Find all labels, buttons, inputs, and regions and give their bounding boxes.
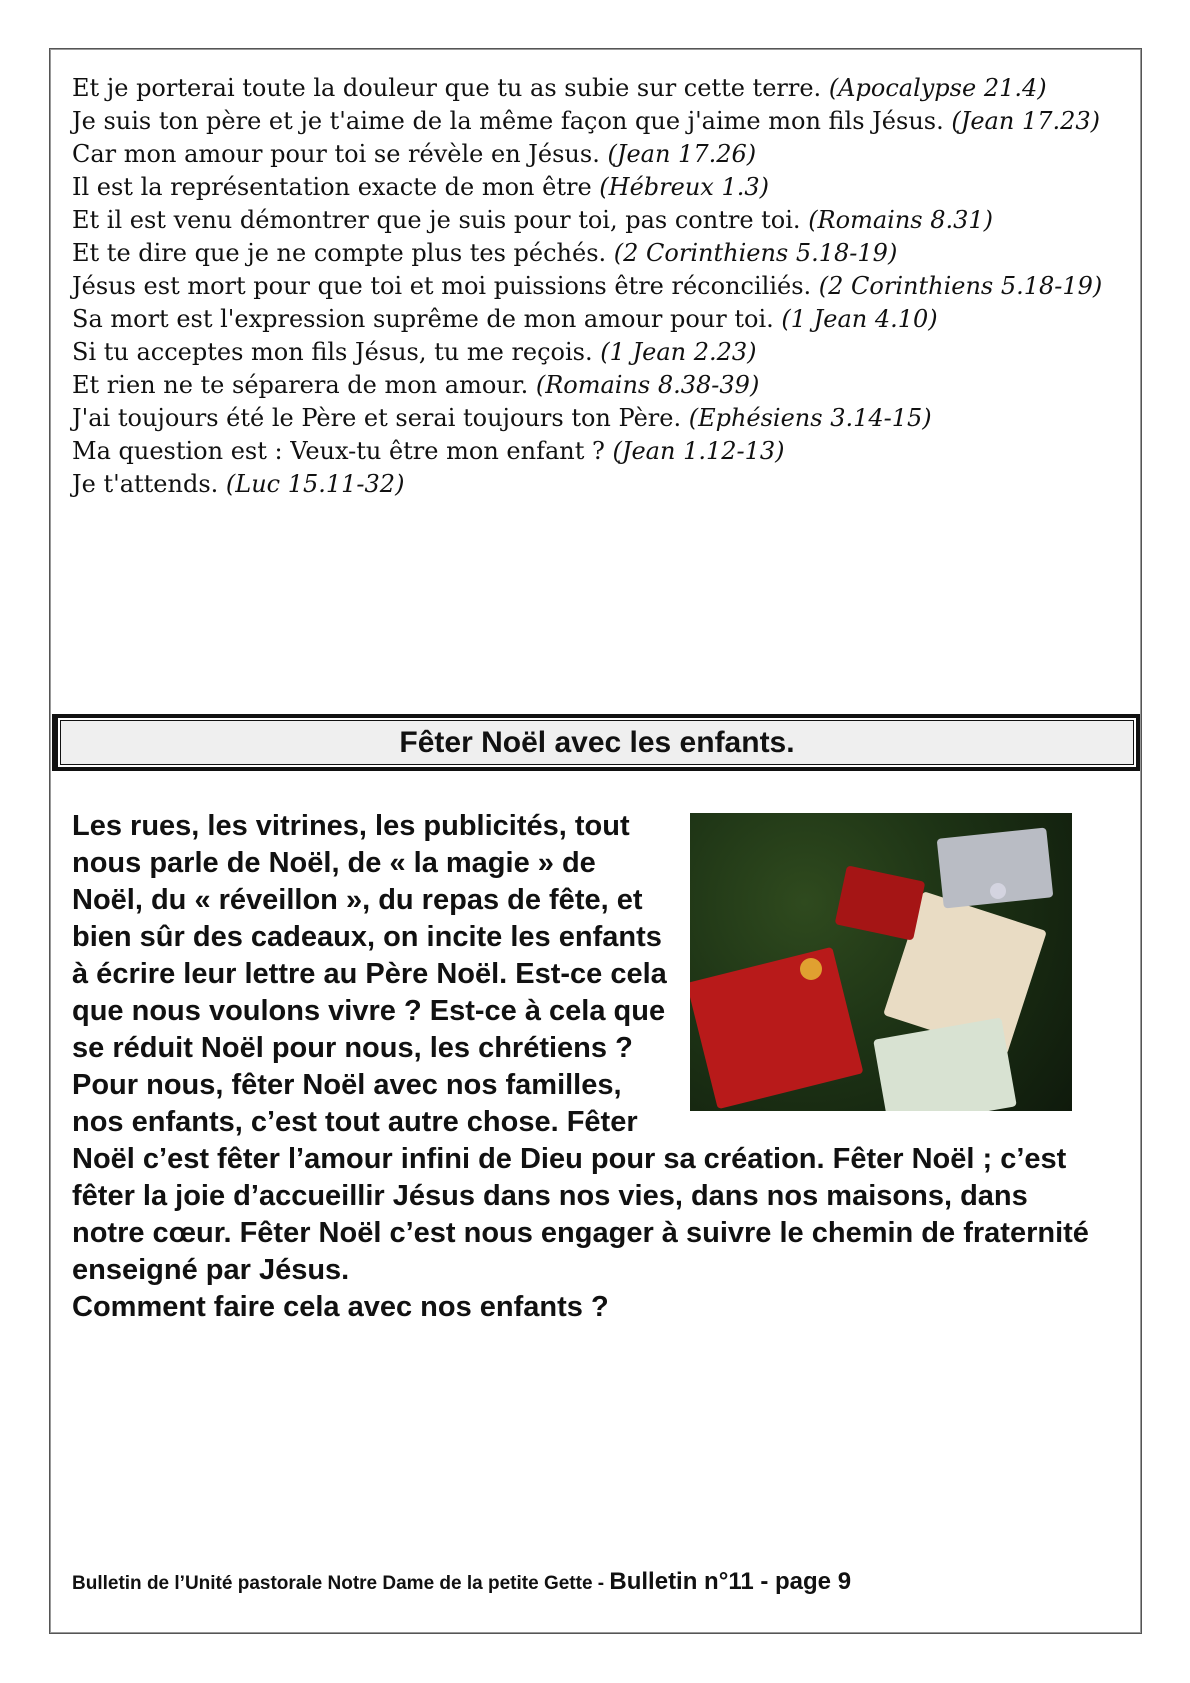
- intro-paragraph: Les rues, les vitrines, les publicités, tout nous parle de Noël, de « la magie » de Noël, du « réveillon », du repas de fête, et bien sûr des cadeaux, on incite les enfants à écrire leur lettre au Père Noël. Est-ce cela que nous voulons vivre ? Est-ce à cela que se réduit Noël pour nous, les chrétiens ?: [72, 810, 667, 1064]
- verse-reference: (2 Corinthiens 5.18-19): [818, 272, 1103, 300]
- verse-line: [72, 435, 1117, 468]
- verse-line: [72, 336, 1117, 369]
- verse-text: Et rien ne te séparera de mon amour.: [72, 371, 536, 399]
- verse-text: J'ai toujours été le Père et serai toujours ton Père.: [72, 404, 689, 432]
- verse-text: Si tu acceptes mon fils Jésus, tu me reçois.: [72, 338, 601, 366]
- section-title: Fêter Noël avec les enfants.: [399, 725, 795, 759]
- verse-line: [72, 402, 1117, 435]
- verse-reference: (Romains 8.31): [808, 206, 994, 234]
- verse-line: [72, 204, 1117, 237]
- christmas-gifts-photo: [690, 813, 1072, 1111]
- verse-reference: (Jean 17.23): [951, 107, 1101, 135]
- article-body: [72, 808, 1102, 1326]
- footer-publication: Bulletin de l’Unité pastorale Notre Dame de la petite Gette -: [72, 1573, 610, 1594]
- footer-page-number: Bulletin n°11 - page 9: [609, 1568, 852, 1595]
- verse-line: [72, 303, 1117, 336]
- section-heading: [52, 714, 1140, 771]
- verse-line: [72, 468, 1117, 501]
- gift-red-small: [835, 865, 926, 940]
- ornament: [800, 958, 822, 980]
- verse-text: Il est la représentation exacte de mon être: [72, 173, 600, 201]
- verse-line: [72, 270, 1117, 303]
- verse-reference: (Romains 8.38-39): [535, 371, 760, 399]
- closing-question: Comment faire cela avec nos enfants ?: [72, 1291, 609, 1323]
- verse-reference: (Apocalypse 21.4): [828, 74, 1047, 102]
- verse-text: Je suis ton père et je t'aime de la même façon que j'aime mon fils Jésus.: [72, 107, 952, 135]
- gift-red: [690, 947, 863, 1109]
- ornament: [990, 883, 1006, 899]
- verse-reference: (2 Corinthiens 5.18-19): [613, 239, 898, 267]
- verse-reference: (Ephésiens 3.14-15): [688, 404, 932, 432]
- verse-line: [72, 138, 1117, 171]
- verse-line: [72, 72, 1117, 105]
- verse-text: Jésus est mort pour que toi et moi puissions être réconciliés.: [72, 272, 819, 300]
- verse-text: Et je porterai toute la douleur que tu as subie sur cette terre.: [72, 74, 829, 102]
- verse-text: Et te dire que je ne compte plus tes péchés.: [72, 239, 614, 267]
- verse-reference: (Jean 1.12-13): [612, 437, 785, 465]
- verse-line: [72, 171, 1117, 204]
- verse-line: [72, 237, 1117, 270]
- verse-reference: (Jean 17.26): [607, 140, 757, 168]
- verse-text: Je t'attends.: [72, 470, 226, 498]
- verse-text: Ma question est : Veux-tu être mon enfant ?: [72, 437, 613, 465]
- verse-line: [72, 105, 1117, 138]
- verse-text: Sa mort est l'expression suprême de mon amour pour toi.: [72, 305, 782, 333]
- verse-reference: (Luc 15.11-32): [225, 470, 405, 498]
- page-footer: [72, 1568, 851, 1596]
- verse-text: Car mon amour pour toi se révèle en Jésus.: [72, 140, 608, 168]
- verse-reference: (1 Jean 2.23): [600, 338, 757, 366]
- verse-reference: (Hébreux 1.3): [599, 173, 769, 201]
- verse-list: [72, 72, 1117, 501]
- gift-green-ribbon: [873, 1017, 1017, 1111]
- body-paragraph: Pour nous, fêter Noël avec nos familles, nos enfants, c’est tout autre chose. Fêter Noël c’est fêter l’amour infini de Dieu pour sa création. Fêter Noël ; c’est fêter la joie d’accueillir Jésus dans nos vies, dans nos maisons, dans notre cœur. Fêter Noël c’est nous engager à suivre le chemin de fraternité enseigné par Jésus.: [72, 1069, 1089, 1286]
- verse-reference: (1 Jean 4.10): [781, 305, 938, 333]
- verse-line: [72, 369, 1117, 402]
- verse-text: Et il est venu démontrer que je suis pour toi, pas contre toi.: [72, 206, 809, 234]
